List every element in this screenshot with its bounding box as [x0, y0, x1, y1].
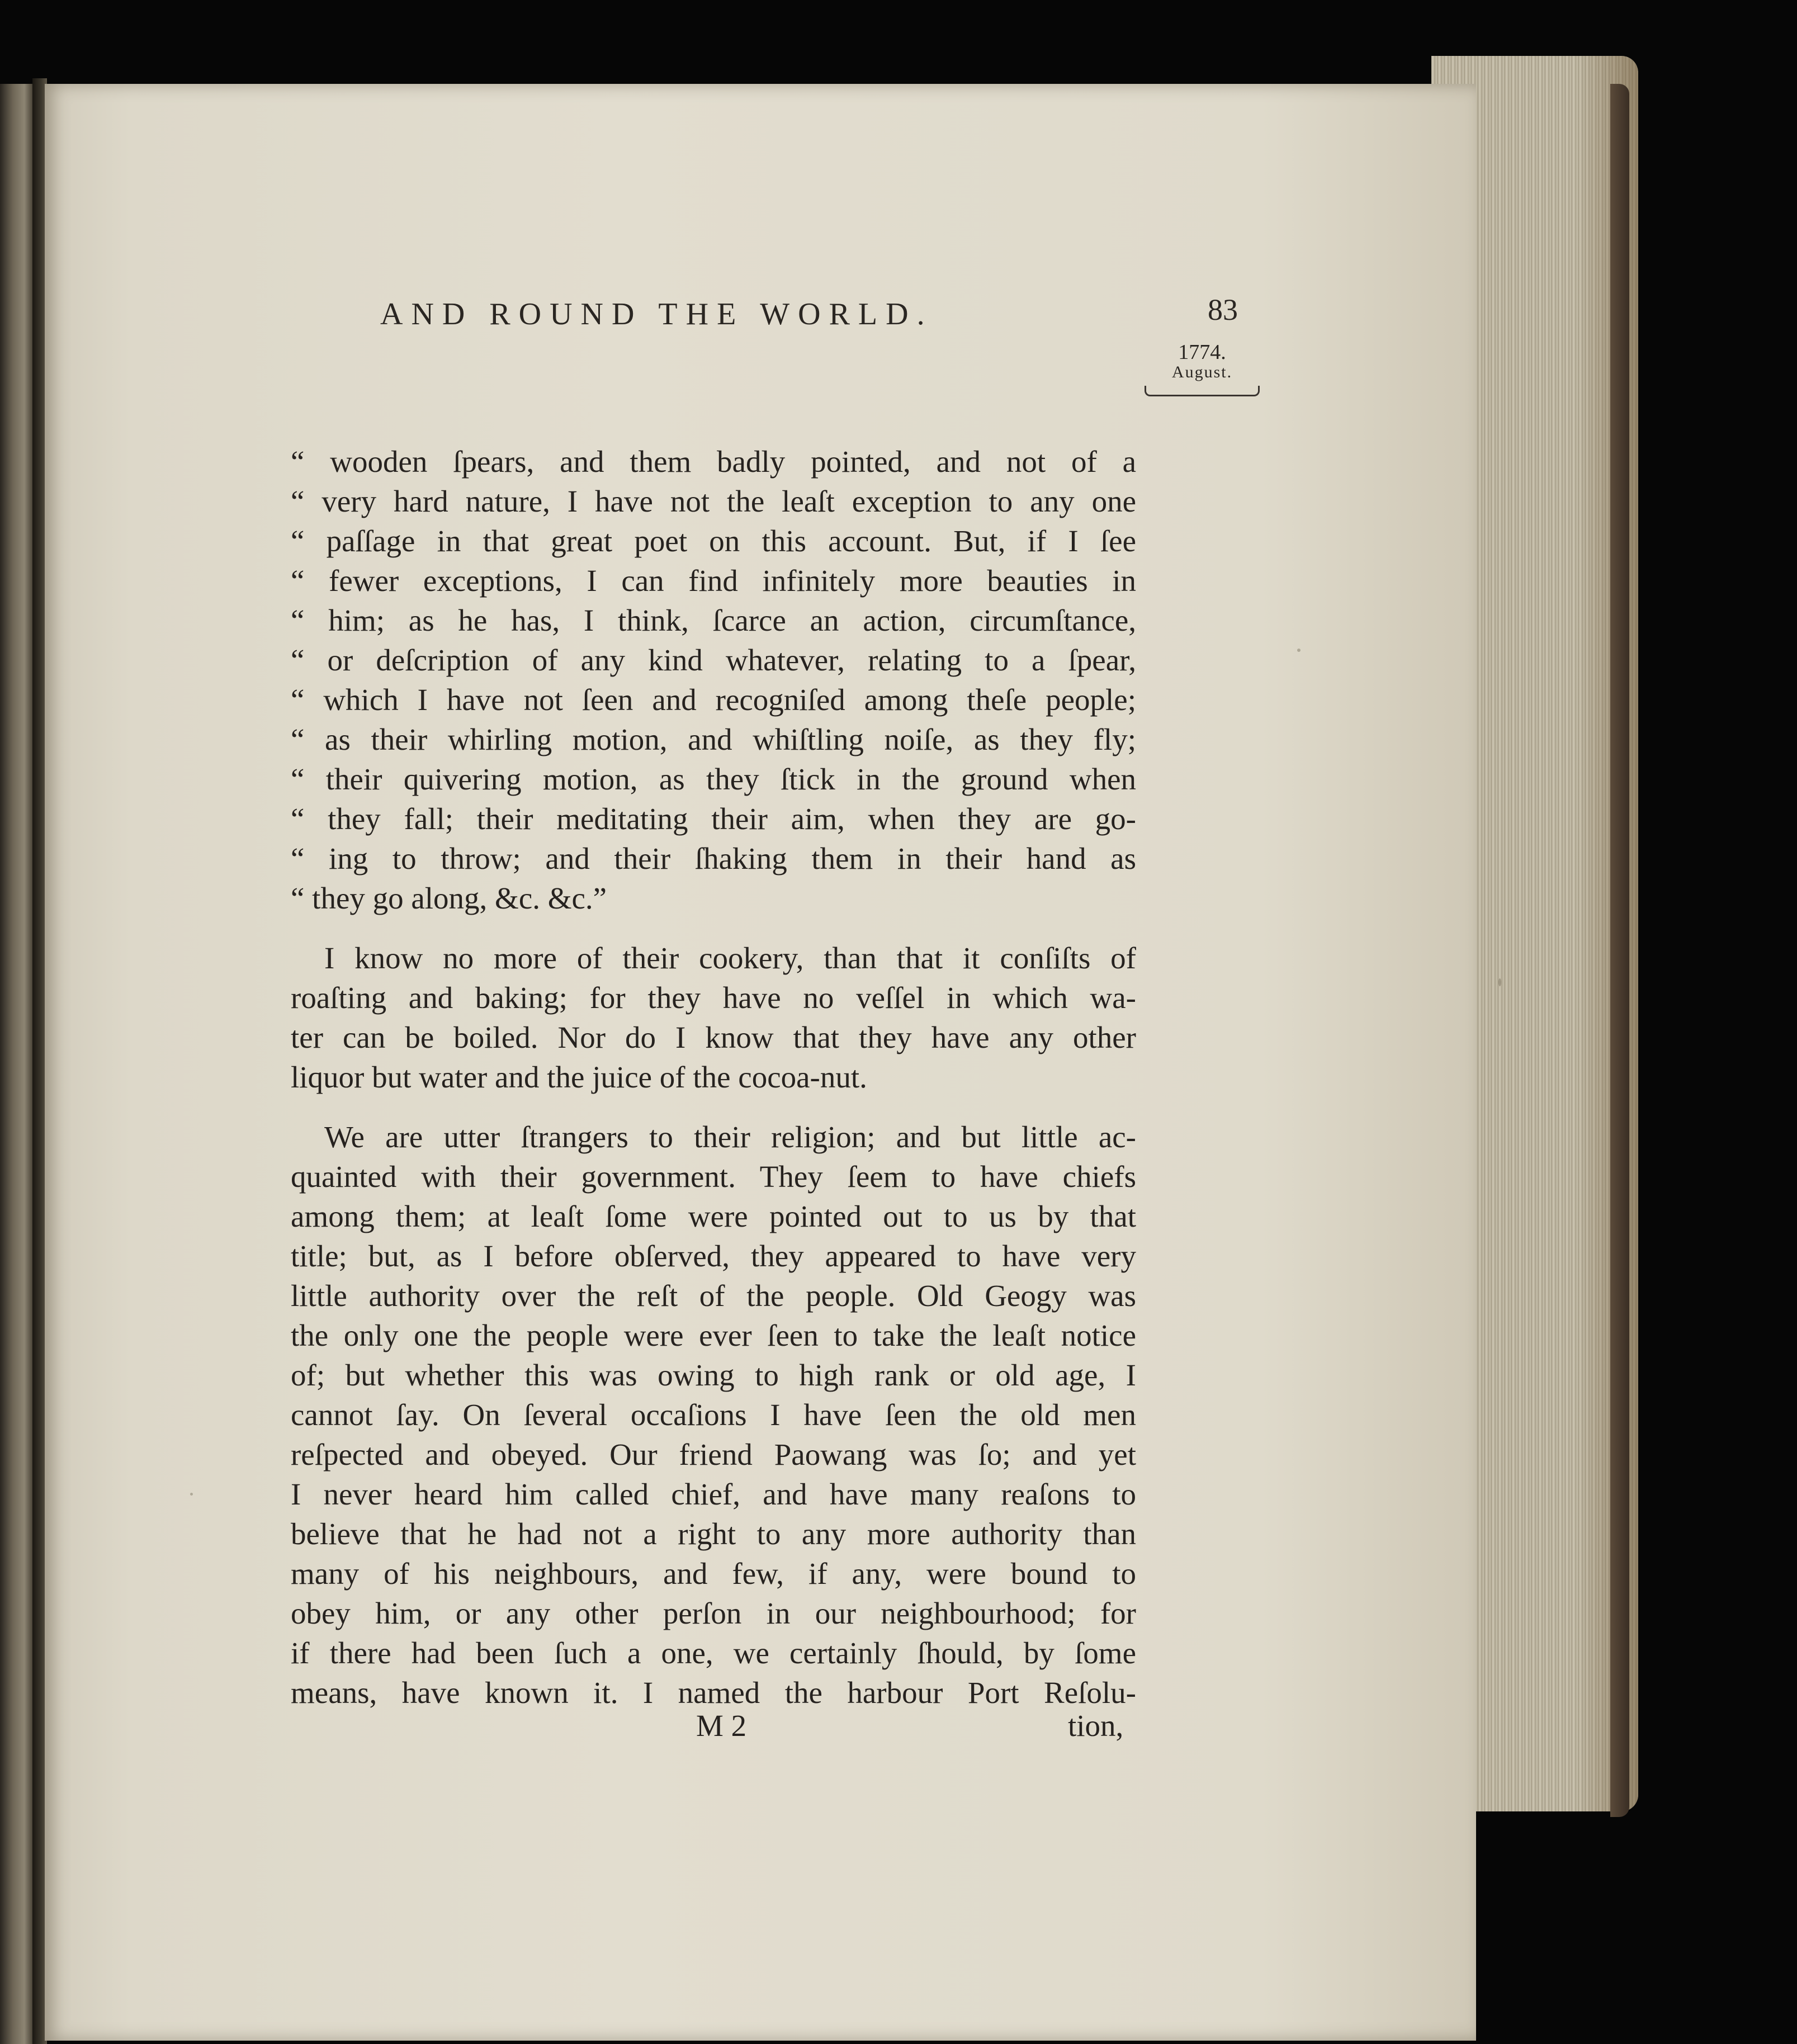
text-line: “ very hard nature, I have not the leaſt exception to any one: [291, 484, 1136, 518]
cookery-paragraph: [291, 938, 1136, 1097]
text-line: title; but, as I before obſerved, they appeared to have very: [291, 1239, 1136, 1273]
page-body-text: [291, 442, 1136, 1712]
signature-mark: M 2: [696, 1709, 747, 1743]
quotation-paragraph: [291, 442, 1136, 918]
text-line: “ which I have not ſeen and recogniſed among theſe people;: [291, 683, 1136, 717]
text-line: “ their quivering motion, as they ſtick in the ground when: [291, 762, 1136, 796]
text-line: of; but whether this was owing to high rank or old age, I: [291, 1358, 1136, 1392]
text-line: “ they go along, &c. &c.”: [291, 881, 607, 915]
book-cover-edge: [1610, 84, 1629, 1817]
text-line: “ him; as he has, I think, ſcarce an action, circumſtance,: [291, 603, 1136, 637]
text-line: ter can be boiled. Nor do I know that they have any other: [291, 1020, 1136, 1054]
text-line: cannot ſay. On ſeveral occaſions I have ſeen the old men: [291, 1398, 1136, 1432]
text-line: obey him, or any other perſon in our neighbourhood; for: [291, 1596, 1136, 1630]
text-line: among them; at leaſt ſome were pointed out to us by that: [291, 1199, 1136, 1233]
text-line: “ they fall; their meditating their aim, when they are go-: [291, 802, 1136, 836]
margin-year: 1774.: [1178, 340, 1226, 364]
running-title: AND ROUND THE WORLD.: [380, 297, 933, 332]
previous-page-edge: [0, 84, 32, 2044]
paragraph-gap: [291, 918, 1136, 938]
page-number: 83: [1208, 293, 1238, 327]
text-line: I know no more of their cookery, than that it conſiſts of: [324, 941, 1136, 975]
text-line: liquor but water and the juice of the cocoa-nut.: [291, 1060, 867, 1094]
text-line: the only one the people were ever ſeen to take the leaſt notice: [291, 1318, 1136, 1352]
margin-brace-ornament: [1145, 386, 1260, 396]
text-line: We are utter ſtrangers to their religion; and but little ac-: [324, 1120, 1136, 1154]
text-line: little authority over the reſt of the people. Old Geogy was: [291, 1279, 1136, 1313]
text-line: means, have known it. I named the harbour Port Reſolu-: [291, 1676, 1136, 1710]
text-line: many of his neighbours, and few, if any, were bound to: [291, 1556, 1136, 1591]
text-line: “ paſſage in that great poet on this account. But, if I ſee: [291, 524, 1136, 558]
text-line: “ ing to throw; and their ſhaking them in their hand as: [291, 841, 1136, 876]
margin-date-note: [1118, 341, 1286, 396]
catchword: tion,: [1068, 1709, 1124, 1743]
text-line: quainted with their government. They ſeem to have chiefs: [291, 1160, 1136, 1194]
text-line: I never heard him called chief, and have many reaſons to: [291, 1477, 1136, 1511]
text-line: “ as their whirling motion, and whiſtling noiſe, as they fly;: [291, 722, 1136, 756]
text-line: if there had been ſuch a one, we certainly ſhould, by ſome: [291, 1636, 1136, 1670]
margin-month: August.: [1171, 363, 1233, 381]
text-line: reſpected and obeyed. Our friend Paowang was ſo; and yet: [291, 1437, 1136, 1472]
text-line: “ wooden ſpears, and them badly pointed, and not of a: [291, 444, 1136, 479]
book-page: [45, 84, 1476, 2041]
text-line: believe that he had not a right to any more authority than: [291, 1517, 1136, 1551]
text-line: roaſting and baking; for they have no veſſel in which wa-: [291, 981, 1136, 1015]
paragraph-gap: [291, 1097, 1136, 1117]
text-line: “ or deſcription of any kind whatever, relating to a ſpear,: [291, 643, 1136, 677]
text-line: “ fewer exceptions, I can find infinitely more beauties in: [291, 564, 1136, 598]
religion-paragraph: [291, 1117, 1136, 1712]
